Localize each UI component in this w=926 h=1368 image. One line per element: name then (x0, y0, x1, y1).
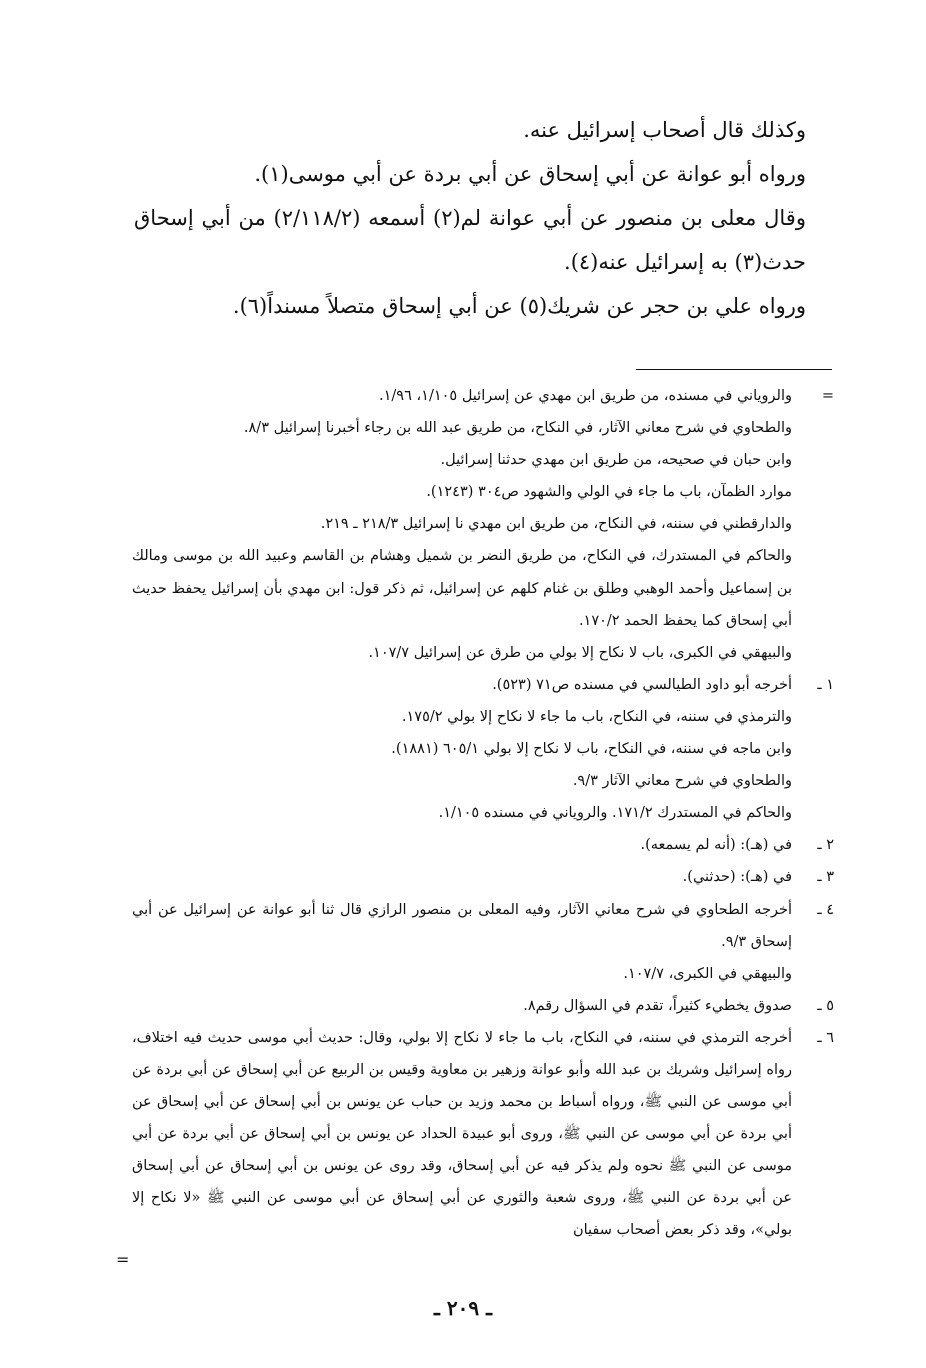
footnote-line: في (هـ): (حدثني). (682, 869, 792, 886)
footnote-number: ٣ ـ (817, 869, 834, 886)
footnote-number: ١ ـ (817, 676, 834, 693)
footnote-body (132, 380, 792, 669)
footnote-line: والترمذي في سننه، في النكاح، باب ما جاء لا نكاح إلا بولي ١٧٥/٢. (401, 708, 792, 725)
main-paragraph-4: ورواه علي بن حجر عن شريك(٥) عن أبي إسحاق متصلاً مسنداً(٦). (232, 294, 806, 318)
footnote-body (132, 894, 792, 990)
footnote-line: أخرجه أبو داود الطيالسي في مسنده ص٧١ (٥٢٣). (492, 676, 792, 693)
footnote-line: والطحاوي في شرح معاني الآثار ٩/٣. (572, 773, 792, 790)
main-paragraph-3: وقال معلى بن منصور عن أبي عوانة لم(٢) أسمعه (٢/١١٨/٢) من أبي إسحاق حدث(٣) به إسرائيل عنه(٤). (134, 206, 806, 274)
footnote-6 (132, 1022, 834, 1247)
footnote-line: والحاكم في المستدرك، في النكاح، من طريق النضر بن شميل وهشام بن القاسم وعبيد الله بن موسى ومالك بن إسماعيل وأحمد الوهبي وطلق بن غنام كلهم عن إسرائيل، ثم ذكر قول: ابن مهدي بأن إسرائيل يحفظ حديث أبي إسحاق كما يحفظ الحمد ١٧٠/٢. (132, 548, 792, 629)
footnote-divider (636, 369, 832, 370)
footnote-line: في (هـ): (أنه لم يسمعه). (640, 837, 792, 854)
footnote-number: ٤ ـ (817, 901, 834, 918)
footnote-line: والحاكم في المستدرك ١٧١/٢. والروياني في مسنده ١/١٠٥. (438, 805, 792, 822)
footnote-line: والطحاوي في شرح معاني الآثار، في النكاح، من طريق عبد الله بن رجاء أخبرنا إسرائيل ٨/٣. (243, 420, 792, 437)
footnote-body (132, 669, 792, 829)
main-text (134, 108, 834, 328)
footnote-body (132, 990, 792, 1022)
footnote-body (132, 829, 792, 861)
footnote-line: والروياني في مسنده، من طريق ابن مهدي عن إسرائيل ١/١٠٥، ١/٩٦. (379, 388, 792, 404)
page-number: ـ ٢٠٩ ـ (434, 1296, 492, 1320)
footnote-number: ٥ ـ (817, 997, 834, 1014)
footnote-number: ٦ ـ (817, 1029, 834, 1046)
footnote-number: ٢ ـ (817, 837, 834, 854)
footnote-3 (132, 861, 834, 893)
footnote-line: أخرجه الترمذي في سننه، في النكاح، باب ما جاء لا نكاح إلا بولي، وقال: حديث أبي موسى حديث فيه اختلاف، رواه إسرائيل وشريك بن عبد الله وأبو عوانة وزهير بن معاوية وقيس بن الربيع عن أبي إسحاق عن أبي بردة عن أبي موسى عن النبي ﷺ، ورواه أسباط بن محمد وزيد بن حباب عن يونس بن أبي إسحاق عن أبي إسحاق عن أبي بردة عن أبي موسى عن النبي ﷺ، وروى أبو عبيدة الحداد عن يونس بن أبي إسحاق عن أبي بردة عن أبي موسى عن النبي ﷺ نحوه ولم يذكر فيه عن أبي إسحاق، وقد روى عن يونس بن أبي إسحاق عن أبي إسحاق عن أبي بردة عن النبي ﷺ، وروى شعبة والثوري عن أبي إسحاق عن أبي موسى عن النبي ﷺ «لا نكاح إلا بولي»، وقد ذكر بعض أصحاب سفيان (132, 1029, 792, 1239)
footnote-5 (132, 990, 834, 1022)
footnote-body (132, 1022, 792, 1247)
footnote-line: وابن ماجه في سننه، في النكاح، باب لا نكاح إلا بولي ٦٠٥/١ (١٨٨١). (391, 741, 792, 758)
continuation-marker: = (821, 388, 834, 404)
footnote-line: والبيهقي في الكبرى، باب لا نكاح إلا بولي من طرق عن إسرائيل ١٠٧/٧. (368, 644, 792, 661)
footnote-line: صدوق يخطيء كثيراً، تقدم في السؤال رقم٨. (523, 997, 792, 1014)
footnote-2 (132, 829, 834, 861)
main-paragraph-1: وكذلك قال أصحاب إسرائيل عنه. (523, 118, 806, 142)
footnote-continuation (132, 380, 834, 669)
footnote-line: وابن حبان في صحيحه، من طريق ابن مهدي حدثنا إسرائيل. (440, 452, 792, 469)
footnotes (132, 380, 834, 1247)
footnote-1 (132, 669, 834, 829)
footnote-4 (132, 894, 834, 990)
continues-marker: = (116, 1250, 130, 1269)
footnote-line: والبيهقي في الكبرى، ١٠٧/٧. (623, 965, 792, 982)
footnote-body (132, 861, 792, 893)
main-paragraph-2: ورواه أبو عوانة عن أبي إسحاق عن أبي بردة عن أبي موسى(١). (254, 162, 806, 186)
footnote-line: موارد الظمآن، باب ما جاء في الولي والشهود ص٣٠٤ (١٢٤٣). (426, 484, 792, 501)
footnote-line: أخرجه الطحاوي في شرح معاني الآثار، وفيه المعلى بن منصور الرازي قال ثنا أبو عوانة عن إسرائيل عن أبي إسحاق ٩/٣. (132, 901, 792, 950)
footnote-line: والدارقطني في سننه، في النكاح، من طريق ابن مهدي نا إسرائيل ٢١٨/٣ ـ ٢١٩. (320, 516, 792, 533)
